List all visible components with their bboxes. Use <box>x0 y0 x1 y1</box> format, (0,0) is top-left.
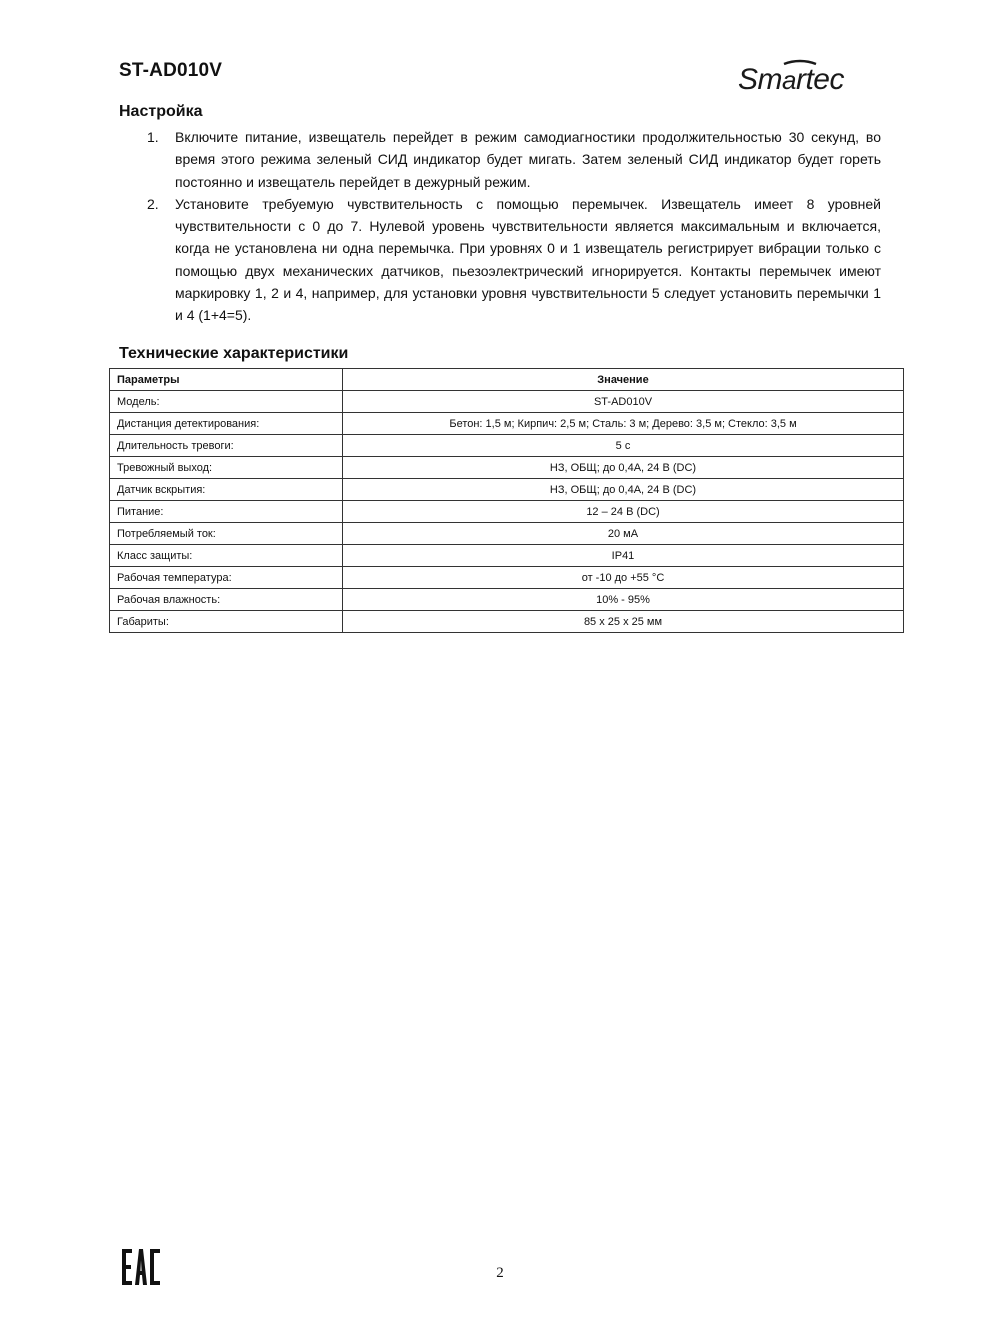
specs-table <box>109 368 904 633</box>
param-cell: Питание: <box>110 501 343 523</box>
table-row <box>110 567 904 589</box>
smartec-logo <box>736 56 860 105</box>
param-cell: Датчик вскрытия: <box>110 479 343 501</box>
table-row <box>110 611 904 633</box>
table-row <box>110 413 904 435</box>
value-cell: НЗ, ОБЩ; до 0,4А, 24 В (DC) <box>343 479 904 501</box>
model-title: ST-AD010V <box>119 60 223 81</box>
value-cell: 85 х 25 х 25 мм <box>343 611 904 633</box>
param-cell: Класс защиты: <box>110 545 343 567</box>
value-cell: Бетон: 1,5 м; Кирпич: 2,5 м; Сталь: 3 м; Дерево: 3,5 м; Стекло: 3,5 м <box>343 413 904 435</box>
column-header-parameters: Параметры <box>110 369 343 391</box>
value-cell: 20 мА <box>343 523 904 545</box>
page-number: 2 <box>496 1265 504 1281</box>
param-cell: Модель: <box>110 391 343 413</box>
step-number: 1. <box>147 129 159 145</box>
param-cell: Длительность тревоги: <box>110 435 343 457</box>
step-text: Включите питание, извещатель перейдет в режим самодиагностики продолжительностью 30 секунд, во время этого режима зеленый СИД индикатор будет мигать. Затем зеленый СИД индикатор будет гореть постоянно и извещатель перейдет в дежурный режим. <box>175 129 881 190</box>
table-row <box>110 391 904 413</box>
param-cell: Тревожный выход: <box>110 457 343 479</box>
value-cell: IP41 <box>343 545 904 567</box>
value-cell: ST-AD010V <box>343 391 904 413</box>
value-cell: 12 – 24 В (DC) <box>343 501 904 523</box>
svg-text:Smartec: Smartec <box>738 63 844 96</box>
column-header-value: Значение <box>343 369 904 391</box>
param-cell: Рабочая влажность: <box>110 589 343 611</box>
param-cell: Габариты: <box>110 611 343 633</box>
step-number: 2. <box>147 195 159 212</box>
table-row <box>110 501 904 523</box>
specs-section-title: Технические характеристики <box>119 345 349 362</box>
param-cell: Рабочая температура: <box>110 567 343 589</box>
value-cell: 5 с <box>343 435 904 457</box>
value-cell: 10% - 95% <box>343 589 904 611</box>
table-row <box>110 479 904 501</box>
setup-section-title: Настройка <box>119 103 203 120</box>
setup-steps-list <box>119 126 881 327</box>
table-row <box>110 545 904 567</box>
table-row <box>110 589 904 611</box>
step-text: Установите требуемую чувствительность с помощью перемычек. Извещатель имеет 8 уровней чувствительности с 0 до 7. Нулевой уровень чувствительности является максимальным и включается, когда не установлена ни одна перемычка. При уровнях 0 и 1 извещатель регистрирует вибрации только с помощью двух механических датчиков, пьезоэлектрический игнорируется. Контакты перемычек имеют маркировку 1, 2 и 4, например, для установки уровня чувствительности 5 следует установить перемычки 1 и 4 (1+4=5). <box>175 195 881 324</box>
setup-step <box>119 193 881 327</box>
value-cell: НЗ, ОБЩ; до 0,4А, 24 В (DC) <box>343 457 904 479</box>
table-row <box>110 435 904 457</box>
table-header-row <box>110 369 904 391</box>
param-cell: Потребляемый ток: <box>110 523 343 545</box>
param-cell: Дистанция детектирования: <box>110 413 343 435</box>
setup-step <box>119 126 881 193</box>
table-row <box>110 457 904 479</box>
table-row <box>110 523 904 545</box>
value-cell: от -10 до +55 °С <box>343 567 904 589</box>
